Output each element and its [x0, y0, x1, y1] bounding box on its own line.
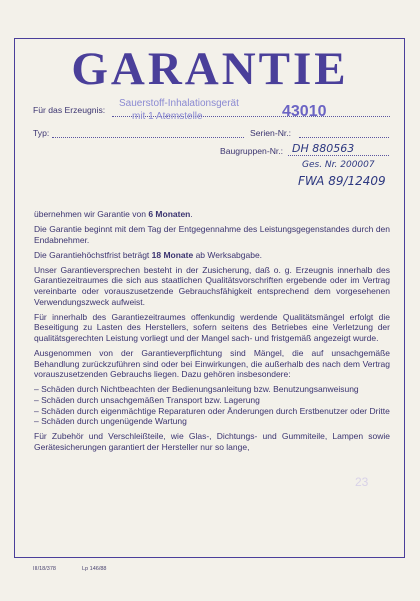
paragraph-6: Ausgenommen von der Garantieverpflichtung sind Mängel, die auf unsachgemäße Behandlung zurückzuführen sind oder bei Einwirkungen, die außerhalb des nach dem Vertrag vorauszusetzenden Gebrauchs liegen. Dazu gehören insbesondere:	[34, 348, 390, 380]
paragraph-4: Unser Garantieversprechen besteht in der Zusicherung, daß o. g. Erzeugnis innerhalb des Garantiezeitraumes die sich aus staatlichen Qualitätsvorschriften ergebende oder im Vertrag vereinbarte oder vorauszusetzende Gebrauchsfähigkeit entsprechend dem vorgesehenen Verwendungszweck aufweist.	[34, 264, 390, 307]
serien-line	[299, 137, 389, 138]
exclusion-list	[34, 384, 390, 426]
handwritten-baugruppen-nr: DH 880563	[292, 142, 355, 155]
list-item: – Schäden durch eigenmächtige Reparaturen oder Änderungen durch Erstbenutzer oder Dritte	[34, 406, 390, 417]
footer-code-right: Lp 146/88	[82, 566, 107, 572]
erzeugnis-stamp-line1: Sauerstoff-Inhalationsgerät	[119, 98, 239, 109]
erzeugnis-label: Für das Erzeugnis:	[33, 105, 106, 115]
handwritten-fwa-nr: FWA 89/12409	[298, 174, 386, 188]
baugruppen-label: Baugruppen-Nr.:	[220, 146, 284, 156]
list-item: – Schäden durch ungenügende Wartung	[34, 416, 390, 427]
paragraph-1: übernehmen wir Garantie von 6 Monaten.	[34, 209, 193, 219]
serien-label: Serien-Nr.:	[250, 128, 292, 138]
page-title: GARANTIE	[71, 43, 349, 95]
erzeugnis-stamp-line2: mit 1 Atemstelle	[132, 111, 203, 122]
closing-paragraph: Für Zubehör und Verschleißteile, wie Glas-, Dichtungs- und Gummiteile, Lampen sowie Gerätesicherungen garantiert der Hersteller nur so lange,	[34, 431, 390, 452]
list-item: – Schäden durch unsachgemäßen Transport bzw. Lagerung	[34, 395, 390, 406]
paragraph-3: Die Garantiehöchstfrist beträgt 18 Monate ab Werksabgabe.	[34, 249, 263, 260]
bleed-through-mark: 23	[355, 475, 369, 489]
typ-line	[52, 137, 244, 138]
handwritten-ges-nr: Ges. Nr. 200007	[302, 160, 375, 170]
paragraph-2: Die Garantie beginnt mit dem Tag der Entgegennahme des Leistungsgegenstandes durch den Endabnehmer.	[34, 224, 390, 245]
footer-code-left: III/18/378	[33, 566, 56, 572]
paragraph-5: Für innerhalb des Garantiezeitraumes offenkundig werdende Qualitätsmängel erfolgt die Beseitigung zu Lasten des Herstellers, sofern seitens des Betriebes eine Verletzung der qualitätsgerechten Leistung vorliegt und der Mangel sach- und fristgemäß angezeigt wurde.	[34, 311, 390, 343]
warranty-terms	[34, 209, 390, 457]
list-item: – Schäden durch Nichtbeachten der Bedienungsanleitung bzw. Benutzungsanweisung	[34, 384, 390, 395]
erzeugnis-number: 43010	[282, 103, 327, 120]
typ-label: Typ:	[33, 128, 50, 138]
baugruppen-line	[288, 155, 389, 156]
